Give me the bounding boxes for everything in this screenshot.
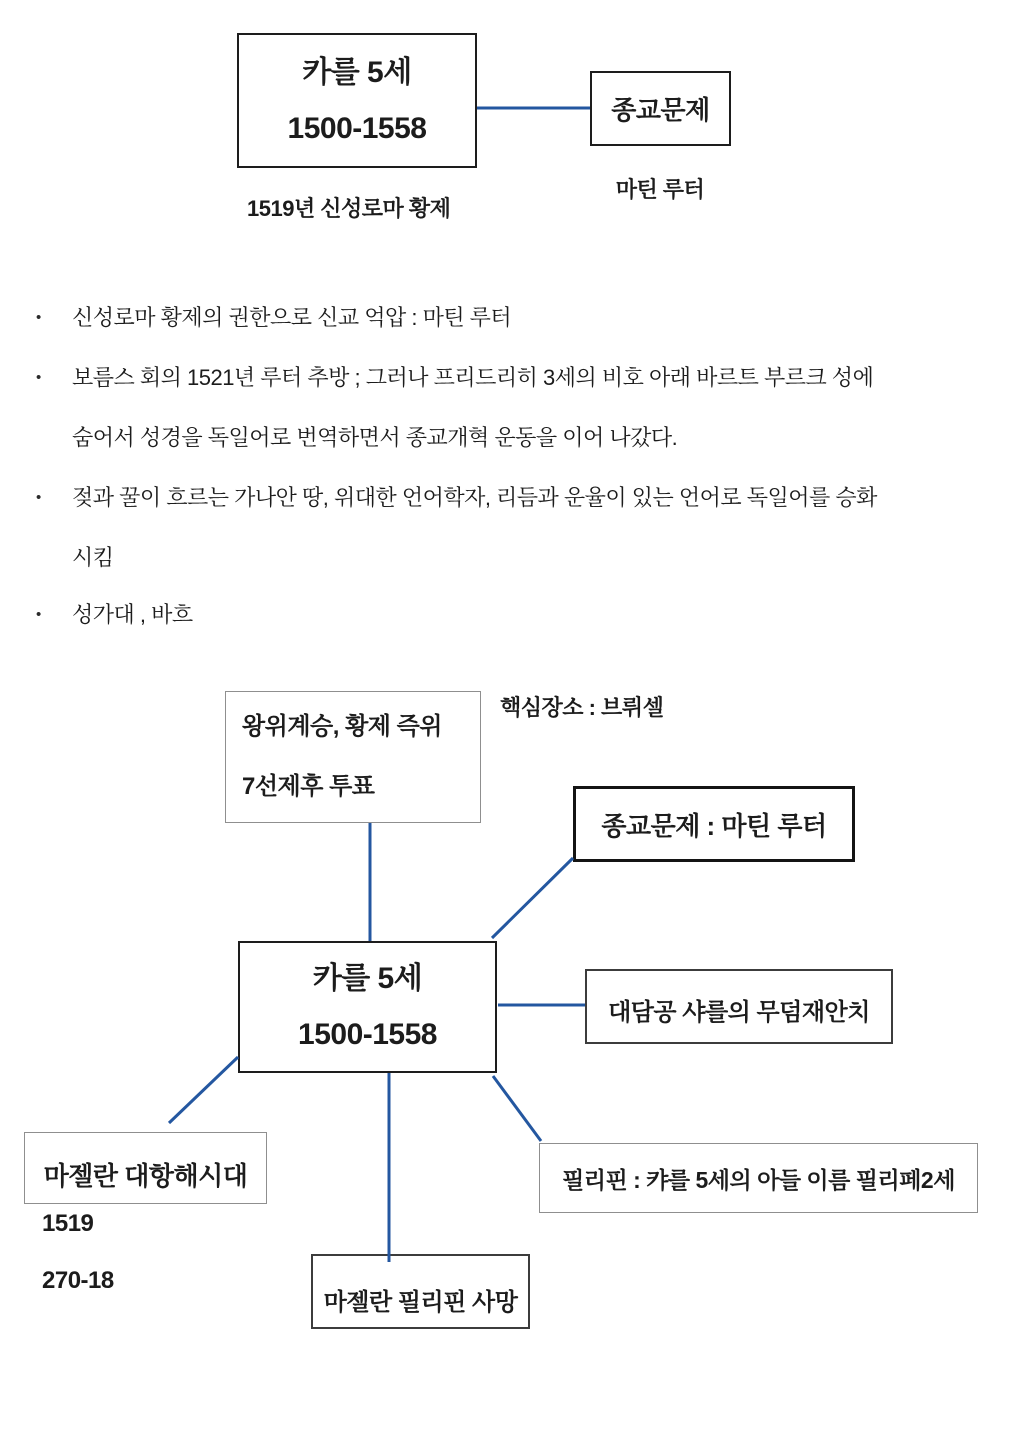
- note-line: • 신성로마 황제의 권한으로 신교 억압 : 마틴 루터: [0, 302, 1019, 334]
- bullet-icon: •: [36, 369, 41, 386]
- emperor-caption: 1519년 신성로마 황제: [247, 196, 451, 221]
- magellan-year: 1519: [42, 1210, 94, 1237]
- emperor-box-top: [237, 33, 477, 168]
- tomb-box: [585, 969, 893, 1044]
- emperor-box-title: 카를 5세: [302, 55, 412, 89]
- religion-box-label: 종교문제: [611, 95, 710, 125]
- connector-center-philippines: [493, 1076, 541, 1141]
- emperor-box-years: 1500-1558: [287, 111, 427, 145]
- tomb-label: 대담공 샤를의 무덤재안치: [608, 999, 870, 1026]
- religion-box-top: [590, 71, 731, 146]
- note-line: • 젖과 꿀이 흐르는 가나안 땅, 위대한 언어학자, 리듬과 운율이 있는 언어로 독일어를 승화: [0, 482, 1019, 514]
- connector-center-magellan: [169, 1057, 238, 1123]
- bullet-icon: •: [36, 489, 41, 506]
- philippines-label: 필리핀 : 캬를 5세의 아들 이름 필리페2세: [562, 1166, 955, 1193]
- bullet-icon: •: [36, 606, 41, 623]
- succession-box: [225, 691, 481, 823]
- death-box: [311, 1254, 530, 1329]
- death-label: 마젤란 필리핀 사망: [323, 1289, 518, 1316]
- center-box-years: 1500-1558: [298, 1018, 437, 1051]
- connector-religion2-center: [492, 858, 573, 938]
- center-box-title: 카를 5세: [312, 962, 423, 995]
- note-line: • 보름스 회의 1521년 루터 추방 ; 그러나 프리드리히 3세의 비호 아래 바르트 부르크 성에: [0, 362, 1019, 394]
- religion-luther-label: 종교문제 : 마틴 루터: [601, 810, 827, 841]
- magellan-box: [24, 1132, 267, 1204]
- magellan-pages: 270-18: [42, 1267, 114, 1294]
- note-line: • 성가대 , 바흐: [0, 599, 1019, 631]
- succession-line2: 7선제후 투표: [242, 773, 375, 800]
- note-line: 시킴: [72, 545, 114, 570]
- note-line: 숨어서 성경을 독일어로 번역하면서 종교개혁 운동을 이어 나갔다.: [72, 425, 678, 450]
- bullet-icon: •: [36, 309, 41, 326]
- center-emperor-box: [238, 941, 497, 1073]
- philippines-box: [539, 1143, 978, 1213]
- succession-line1: 왕위계승, 황제 즉위: [242, 713, 442, 740]
- magellan-label: 마젤란 대항해시대: [43, 1160, 248, 1191]
- religion-luther-box: [573, 786, 855, 862]
- religion-caption: 마틴 루터: [615, 177, 705, 202]
- key-place-note: 핵심장소 : 브뤼셀: [500, 695, 664, 720]
